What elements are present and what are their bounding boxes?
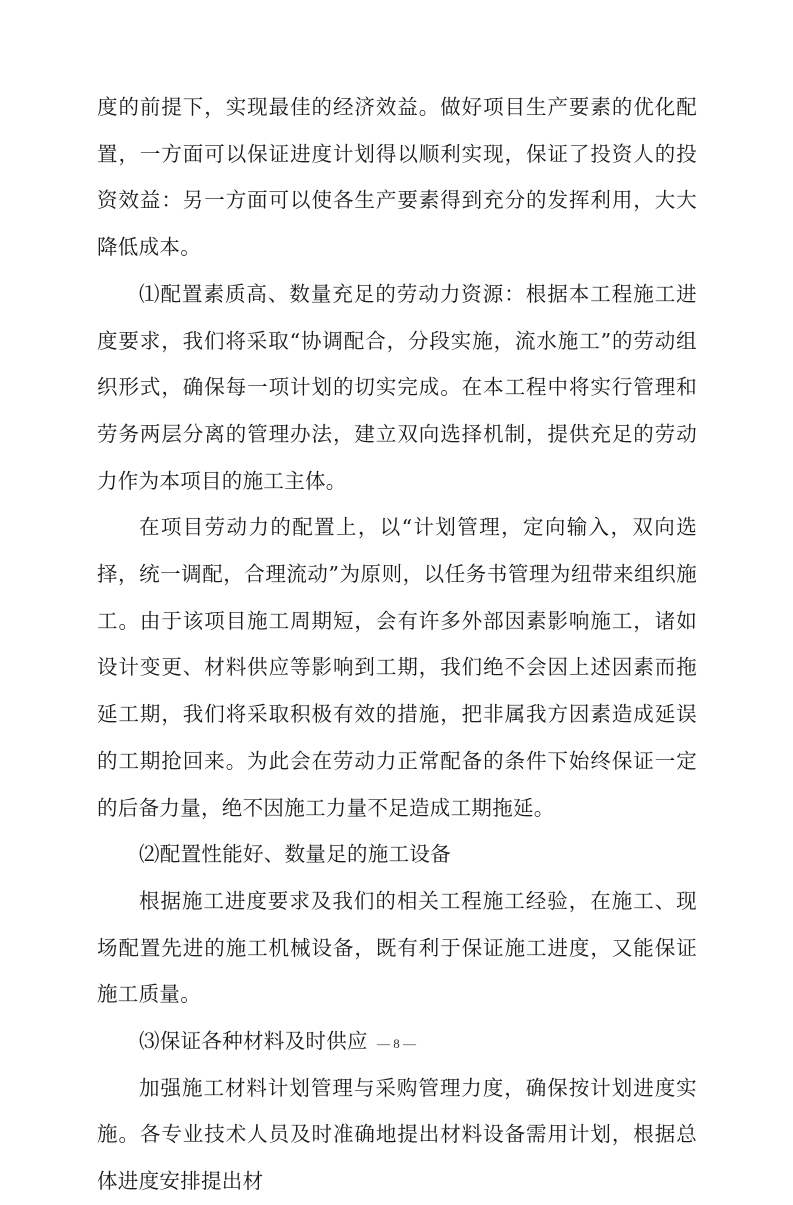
paragraph-continuation: 度的前提下，实现最佳的经济效益。做好项目生产要素的优化配置，一方面可以保证进度计划得以顺利实现，保证了投资人的投资效益：另一方面可以使各生产要素得到充分的发挥利用，大大降低成本。 bbox=[97, 95, 697, 260]
paragraph-equipment: 根据施工进度要求及我们的相关工程施工经验，在施工、现场配置先进的施工机械设备，既有利于保证施工进度，又能保证施工质量。 bbox=[97, 888, 697, 1007]
heading-materials: ⑶保证各种材料及时供应 bbox=[139, 1029, 368, 1054]
heading-equipment: ⑵配置性能好、数量足的施工设备 bbox=[139, 842, 451, 867]
page-number: — 8 — bbox=[377, 1036, 416, 1051]
paragraph-labor-resources: ⑴配置素质高、数量充足的劳动力资源：根据本工程施工进度要求，我们将采取“协调配合，分段实施，流水施工”的劳动组织形式，确保每一项计划的切实完成。在本工程中将实行管理和劳务两层分离的管理办法，建立双向选择机制，提供充足的劳动力作为本项目的施工主体。 bbox=[97, 281, 697, 493]
paragraph-labor-allocation: 在项目劳动力的配置上，以“计划管理，定向输入，双向选择，统一调配，合理流动”为原则，以任务书管理为纽带来组织施工。由于该项目施工周期短，会有许多外部因素影响施工，诸如设计变更、材料供应等影响到工期，我们绝不会因上述因素而拖延工期，我们将采取积极有效的措施，把非属我方因素造成延误的工期抢回来。为此会在劳动力正常配备的条件下始终保证一定的后备力量，绝不因施工力量不足造成工期拖延。 bbox=[97, 515, 697, 820]
paragraph-materials: 加强施工材料计划管理与采购管理力度，确保按计划进度实施。各专业技术人员及时准确地提出材料设备需用计划，根据总体进度安排提出材 bbox=[97, 1075, 697, 1194]
